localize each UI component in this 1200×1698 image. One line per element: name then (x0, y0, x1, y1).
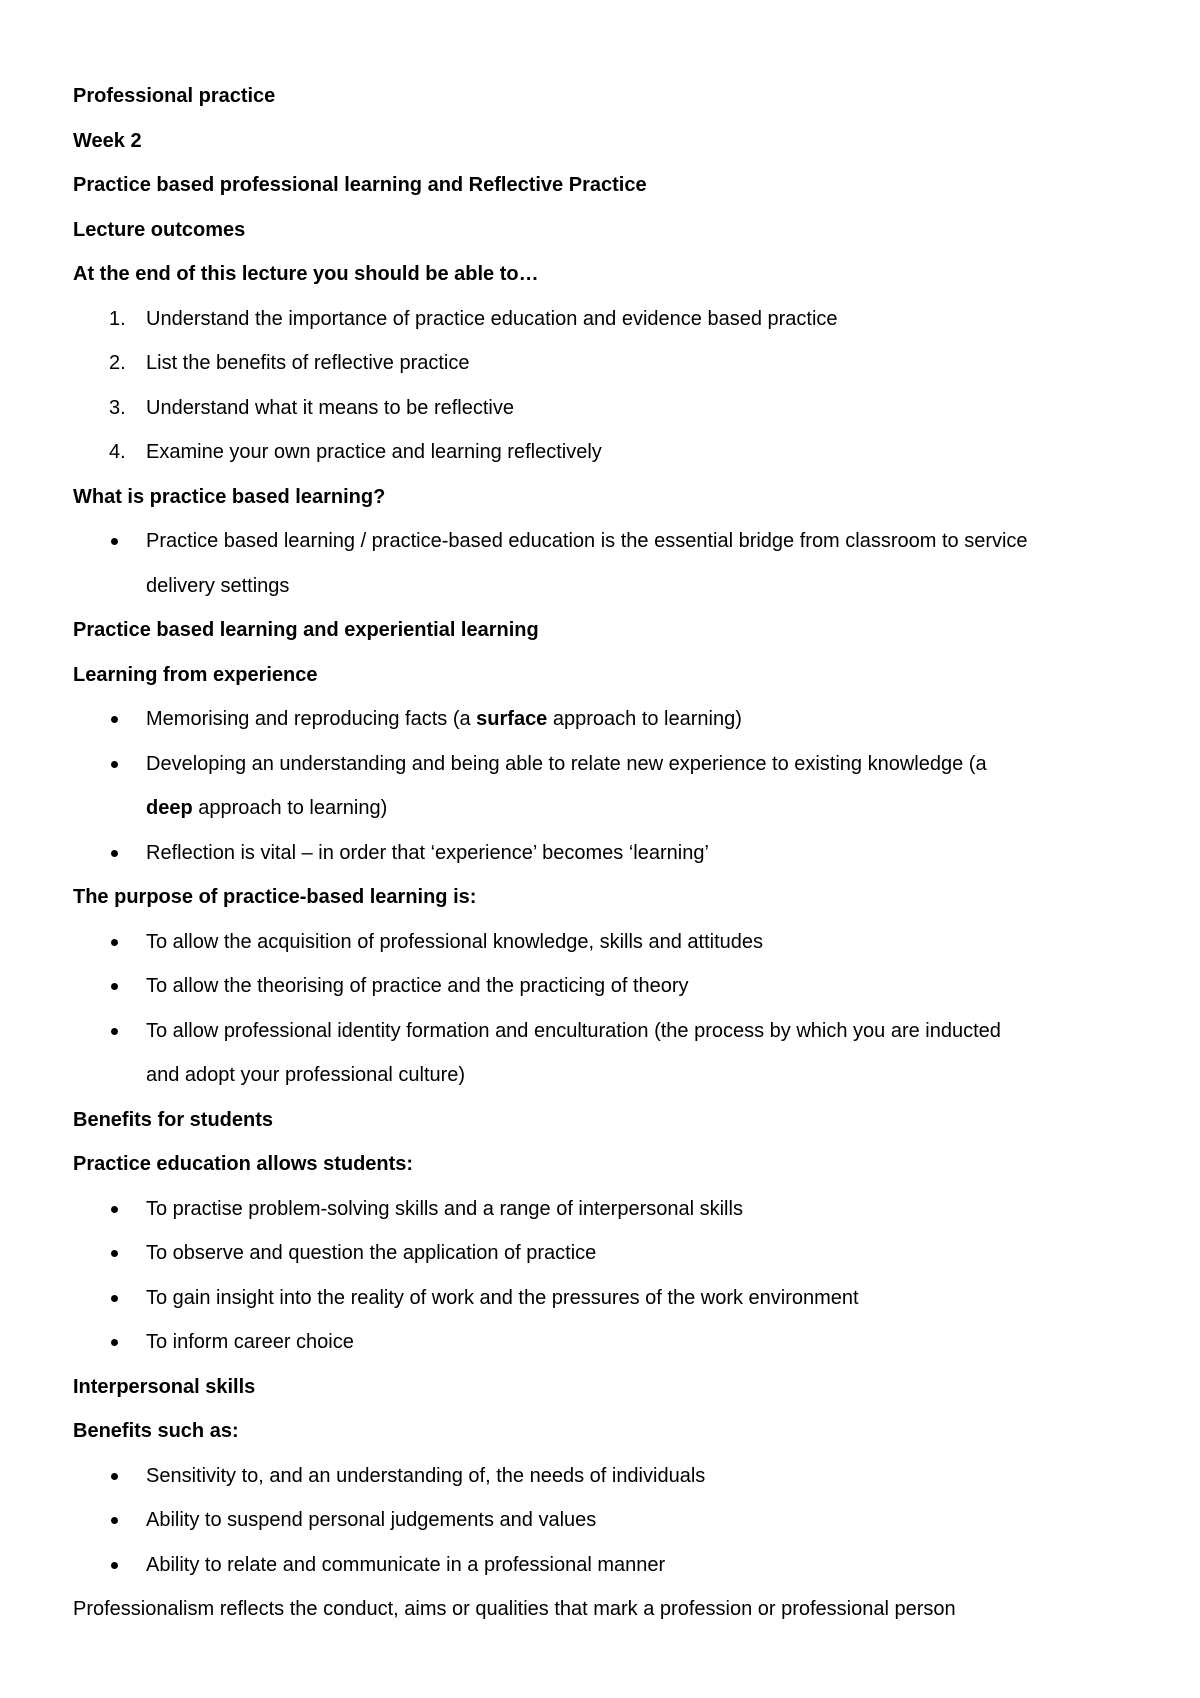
emphasis-deep: deep (146, 797, 193, 819)
item-text: To inform career choice (146, 1331, 354, 1353)
numbered-item (73, 297, 1140, 342)
bullet-icon (111, 1473, 118, 1480)
bullet-icon (111, 1517, 118, 1524)
item-text: Ability to relate and communicate in a professional manner (146, 1553, 666, 1576)
purpose-heading: The purpose of practice-based learning is: (73, 886, 477, 908)
item-text: Developing an understanding and being able to relate new experience to existing knowledge (a (146, 752, 987, 775)
bullet-icon (111, 850, 118, 857)
item-text: To practise problem-solving skills and a range of interpersonal skills (146, 1197, 743, 1220)
bullet-item (73, 1454, 1140, 1499)
item-text: Understand the importance of practice education and evidence based practice (146, 307, 838, 330)
item-text: To allow the theorising of practice and the practicing of theory (146, 975, 689, 997)
interpersonal-intro: Benefits such as: (73, 1420, 239, 1442)
item-text-continued: delivery settings (146, 574, 290, 597)
bullet-icon (111, 1295, 118, 1302)
bullet-item (73, 831, 1140, 876)
item-number: 3. (109, 396, 126, 419)
benefits-intro: Practice education allows students: (73, 1153, 414, 1175)
item-text: Reflection is vital – in order that ‘experience’ becomes ‘learning’ (146, 841, 709, 864)
outcomes-heading: Lecture outcomes (73, 218, 246, 241)
bullet-icon (111, 1250, 118, 1257)
bullet-icon (111, 1206, 118, 1213)
bullet-icon (111, 1028, 118, 1035)
item-number: 2. (109, 352, 126, 374)
benefits-heading: Benefits for students (73, 1108, 274, 1131)
item-text: List the benefits of reflective practice (146, 352, 470, 374)
bullet-item (73, 1009, 1140, 1054)
item-text: Sensitivity to, and an understanding of, the needs of individuals (146, 1464, 706, 1487)
item-text-part: approach to learning) (192, 797, 388, 819)
item-text: Ability to suspend personal judgements and values (146, 1509, 597, 1531)
emphasis-surface: surface (476, 708, 548, 730)
bullet-item (73, 1187, 1140, 1232)
experiential-heading: Practice based learning and experiential learning (73, 619, 539, 641)
item-text-continued (73, 786, 1140, 831)
item-text-continued: and adopt your professional culture) (146, 1064, 466, 1086)
item-text: To observe and question the application of practice (146, 1242, 597, 1264)
item-text-part: Memorising and reproducing facts (a (146, 708, 477, 730)
bullet-item (73, 964, 1140, 1009)
item-text: Practice based learning / practice-based education is the essential bridge from classroom to service (146, 530, 1028, 552)
topic-heading: Practice based professional learning and Reflective Practice (73, 174, 647, 196)
bullet-icon (111, 716, 118, 723)
item-text: Examine your own practice and learning reflectively (146, 441, 602, 463)
numbered-item (73, 430, 1140, 475)
week-label: Week 2 (73, 129, 142, 152)
bullet-item (73, 1231, 1140, 1276)
numbered-item (73, 341, 1140, 386)
numbered-item (73, 386, 1140, 431)
bullet-item (73, 697, 1140, 742)
bullet-item (73, 519, 1140, 564)
interpersonal-heading: Interpersonal skills (73, 1375, 256, 1398)
bullet-icon (111, 761, 118, 768)
item-text: To gain insight into the reality of work and the pressures of the work environment (146, 1286, 859, 1309)
outcomes-list (73, 297, 1140, 475)
item-text-part: approach to learning) (547, 708, 742, 730)
bullet-icon (111, 939, 118, 946)
bullet-icon (111, 983, 118, 990)
closing-statement: Professionalism reflects the conduct, aims or qualities that mark a profession or professional person (73, 1598, 956, 1620)
bullet-item (73, 1320, 1140, 1365)
bullet-item (73, 920, 1140, 965)
item-text: To allow professional identity formation and enculturation (the process by which you are inducted (146, 1019, 1001, 1042)
item-text: To allow the acquisition of professional knowledge, skills and attitudes (146, 930, 764, 953)
bullet-item (73, 1498, 1140, 1543)
bullet-item (73, 1543, 1140, 1588)
document-title: Professional practice (73, 85, 276, 107)
bullet-item (73, 1276, 1140, 1321)
item-number: 4. (109, 441, 126, 463)
experience-subheading: Learning from experience (73, 663, 318, 686)
bullet-icon (111, 1339, 118, 1346)
bullet-icon (111, 538, 118, 545)
bullet-icon (111, 1562, 118, 1569)
item-number: 1. (109, 307, 126, 330)
bullet-item (73, 742, 1140, 787)
what-is-heading: What is practice based learning? (73, 485, 386, 508)
item-text: Understand what it means to be reflective (146, 396, 514, 419)
outcomes-intro: At the end of this lecture you should be able to… (73, 263, 539, 285)
